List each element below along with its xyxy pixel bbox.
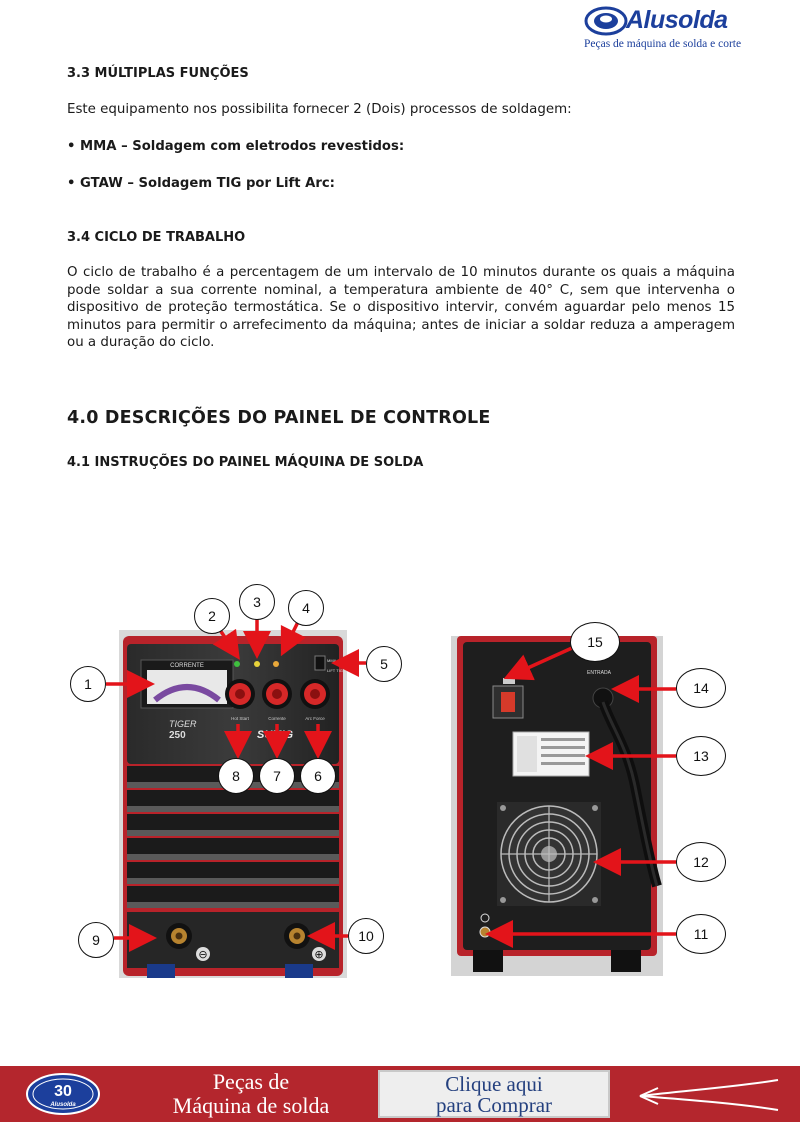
brand-name: Alusolda (626, 6, 728, 34)
section-3-3-intro: Este equipamento nos possibilita fornecer 2 (Dois) processos de soldagem: (67, 102, 572, 117)
model-line2: 250 (169, 730, 186, 741)
banner-line2: Máquina de solda (172, 1093, 330, 1118)
knob-label-corrente: Corrente (268, 716, 286, 721)
switch-label-mma: MMA (327, 658, 337, 663)
knob-label-arc-force: Arc Force (305, 716, 325, 721)
front-brand: SUMIG (257, 729, 294, 741)
badge-brand: Alusolda (50, 1102, 76, 1108)
model-line1: TIGER (169, 719, 197, 729)
callout-3: 3 (239, 584, 275, 620)
callout-5: 5 (366, 646, 402, 682)
knob-label-hot-start: Hot Start (231, 716, 249, 721)
section-3-4-body: O ciclo de trabalho é a percentagem de um intervalo de 10 minutos durante os quais a máquina pode soldar a sua corrente nominal, a temperatura ambiente de 40° C, sem que intervenha o dispositivo de proteção termostática. Se o dispositivo intervir, convém aguardar pelo menos 15 minutos para permitir o arrefecimento da máquina; antes de iniciar a soldar reduza a amperagem ou a duração do ciclo. (67, 265, 735, 350)
buy-button-line2: para Comprar (435, 1093, 553, 1117)
meter-label: CORRENTE (170, 663, 204, 669)
cable-label: ENTRADA (587, 670, 611, 676)
switch-label-lift-tig: LIFT TIG (327, 668, 343, 673)
section-4-0-title: 4.0 DESCRIÇÕES DO PAINEL DE CONTROLE (67, 408, 491, 428)
terminal-negative-symbol: ⊖ (198, 948, 208, 961)
banner-tagline (136, 1070, 366, 1118)
callout-10: 10 (348, 918, 384, 954)
callout-2: 2 (194, 598, 230, 634)
callout-6: 6 (300, 758, 336, 794)
process-item-gtaw: • GTAW – Soldagem TIG por Lift Arc: (67, 176, 335, 191)
promo-banner (0, 1066, 800, 1122)
callout-11: 11 (676, 914, 726, 954)
callout-7: 7 (259, 758, 295, 794)
brand-tagline: Peças de máquina de solda e corte (584, 38, 742, 50)
arrow-2 (220, 630, 236, 654)
anniversary-badge (24, 1072, 102, 1116)
callout-13: 13 (676, 736, 726, 776)
badge-number: 30 (54, 1083, 72, 1100)
callout-12: 12 (676, 842, 726, 882)
callout-1: 1 (70, 666, 106, 702)
banner-line1: Peças de (212, 1069, 290, 1094)
callout-8: 8 (218, 758, 254, 794)
arrow-left-icon (632, 1074, 782, 1116)
section-3-4-title: 3.4 CICLO DE TRABALHO (67, 230, 246, 245)
buy-button-line1: Clique aqui (445, 1072, 543, 1096)
callout-4: 4 (288, 590, 324, 626)
callout-9: 9 (78, 922, 114, 958)
arrow-15 (510, 648, 572, 676)
arrow-4 (284, 622, 298, 650)
section-4-1-title: 4.1 INSTRUÇÕES DO PAINEL MÁQUINA DE SOLDA (67, 455, 424, 470)
process-item-mma: • MMA – Soldagem com eletrodos revestidos: (67, 139, 405, 154)
buy-button[interactable] (378, 1070, 610, 1118)
callout-14: 14 (676, 668, 726, 708)
terminal-positive-symbol: ⊕ (314, 948, 324, 961)
callout-15: 15 (570, 622, 620, 662)
section-3-3-title: 3.3 MÚLTIPLAS FUNÇÕES (67, 66, 249, 81)
